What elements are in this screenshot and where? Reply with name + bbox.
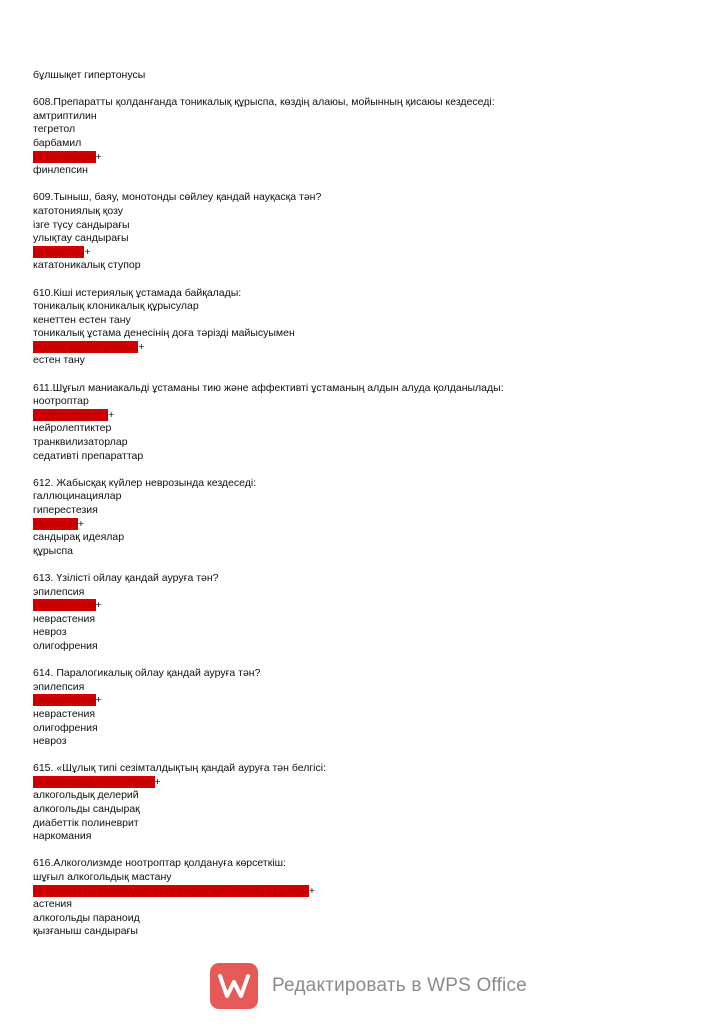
answer-option [33,259,693,273]
answer-option [33,354,693,368]
answer-option [33,137,693,151]
correct-mark: + [108,408,115,421]
question-line [33,572,693,586]
line-text: транквилизаторлар [33,436,128,449]
answer-option [33,817,693,831]
answer-option [33,69,693,83]
answer-option [33,490,693,504]
line-text: 615. «Шұлық типі сезімталдықтың қандай ауруға тән белгісі: [33,762,327,775]
answer-option [33,708,693,722]
highlighted-text: жылау, күлуге ұласуы [33,340,139,353]
highlighted-text: обсессия [33,517,78,530]
answer-option [33,803,693,817]
line-text: катотониялық қозу [33,204,124,217]
blank-line [33,178,693,192]
line-text: неврастения [33,707,96,720]
answer-option [33,545,693,559]
line-text: 612. Жабысқақ күйлер неврозында кездеседі: [33,476,257,489]
line-text: 614. Паралогикалық ойлау қандай ауруға тән? [33,667,261,680]
line-text: невроз [33,735,67,748]
line-text: ноотроптар [33,395,89,408]
line-text: амтриптилин [33,109,97,122]
answer-option [33,626,693,640]
line-text: эпилепсия [33,680,85,693]
answer-correct [33,885,693,899]
answer-option [33,925,693,939]
answer-option [33,586,693,600]
correct-mark: + [84,245,91,258]
correct-mark: + [95,150,102,163]
line-text: 609.Тыныш, баяу, монотонды сөйлеу қандай науқасқа тән? [33,191,322,204]
line-text: невроз [33,626,67,639]
answer-correct [33,694,693,708]
answer-option [33,871,693,885]
line-text: галлюцинациялар [33,490,122,503]
line-text: 616.Алкоголизмде ноотроптар қолдануға көрсеткіш: [33,857,286,870]
line-text: 613. Үзілісті ойлау қандай ауруға тән? [33,571,219,584]
highlighted-text: шизофрения [33,694,96,707]
line-text: финлепсин [33,164,88,177]
correct-mark: + [95,694,102,707]
answer-option [33,898,693,912]
line-text: астения [33,898,72,911]
answer-correct [33,518,693,532]
line-text: неврастения [33,612,96,625]
blank-line [33,749,693,763]
answer-option [33,912,693,926]
answer-option [33,450,693,464]
answer-option [33,164,693,178]
blank-line [33,654,693,668]
answer-correct [33,409,693,423]
wps-edit-link[interactable]: Редактировать в WPS Office [272,975,527,997]
answer-correct [33,246,693,260]
answer-option [33,613,693,627]
line-text: 610.Кіші истериялық ұстамада байқалады: [33,286,242,299]
wps-watermark[interactable] [210,963,527,1009]
line-text: шұғыл алкогольдық мастану [33,871,172,884]
line-text: ізге түсу сандырағы [33,218,130,231]
wps-logo-icon[interactable] [210,963,258,1009]
line-text: наркомания [33,830,92,843]
answer-option [33,314,693,328]
answer-correct [33,599,693,613]
highlighted-text: галоперидол [33,150,96,163]
line-text: диабеттік полиневрит [33,816,139,829]
highlighted-text: нормотимиктер [33,408,109,421]
highlighted-text: интеллекттің төмендеуі, есте сақтау қабілетінің бұзылуы [33,884,309,897]
answer-option [33,219,693,233]
blank-line [33,844,693,858]
line-text: кенеттен естен тану [33,313,131,326]
question-line [33,287,693,301]
line-text: тегретол [33,123,76,136]
question-line [33,762,693,776]
line-text: нейролептиктер [33,422,112,435]
question-line [33,667,693,681]
line-text: 608.Препаратты қолданғанда тоникалық құрыспа, көздің алаюы, мойынның қисаюы кездеседі: [33,96,495,109]
line-text: тоникалық клоникалық құрысулар [33,300,199,313]
line-text: 611.Шұғыл маниакальді ұстаманы тию және аффективті ұстаманың алдын алуда қолданылады: [33,381,504,394]
line-text: барбамил [33,136,82,149]
answer-option [33,531,693,545]
correct-mark: + [154,775,161,788]
answer-option [33,735,693,749]
answer-option [33,300,693,314]
question-line [33,191,693,205]
answer-option [33,681,693,695]
highlighted-text: шизофрения [33,599,96,612]
answer-option [33,232,693,246]
answer-option [33,504,693,518]
blank-line [33,273,693,287]
answer-option [33,327,693,341]
blank-line [33,558,693,572]
answer-option [33,123,693,137]
line-text: улықтау сандырағы [33,232,129,245]
answer-option [33,110,693,124]
answer-option [33,395,693,409]
highlighted-text: алкогольдық полиневрит [33,775,155,788]
blank-line [33,83,693,97]
line-text: сандырақ идеялар [33,531,125,544]
line-text: эпилепсия [33,585,85,598]
answer-correct [33,776,693,790]
line-text: гиперестезия [33,504,98,516]
line-text: олигофрения [33,721,98,734]
answer-option [33,789,693,803]
answer-option [33,422,693,436]
line-text: алкогольды параноид [33,911,140,924]
question-line [33,382,693,396]
line-text: алкогольды сандырақ [33,803,140,816]
blank-line [33,368,693,382]
line-text: естен тану [33,354,85,367]
line-text: тоникалық ұстама денесінің доға тәрізді майысуымен [33,327,295,340]
answer-option [33,722,693,736]
correct-mark: + [95,599,102,612]
answer-option [33,830,693,844]
line-text: алкогольдық делерий [33,789,139,802]
line-text: кататоникалық ступор [33,259,141,272]
answer-option [33,640,693,654]
answer-option [33,436,693,450]
blank-line [33,463,693,477]
line-text: седативті препараттар [33,449,144,462]
correct-mark: + [77,517,85,530]
highlighted-text: депрессия [33,245,85,258]
line-text: бұлшықет гипертонусы [33,69,146,81]
correct-mark: + [138,340,145,353]
line-text: құрыспа [33,544,74,557]
answer-correct [33,341,693,355]
document-body [33,69,693,939]
answer-correct [33,151,693,165]
line-text: олигофрения [33,639,98,652]
question-line [33,96,693,110]
correct-mark: + [308,884,315,897]
question-line [33,477,693,491]
question-line [33,857,693,871]
answer-option [33,205,693,219]
line-text: қызғаныш сандырағы [33,925,138,938]
